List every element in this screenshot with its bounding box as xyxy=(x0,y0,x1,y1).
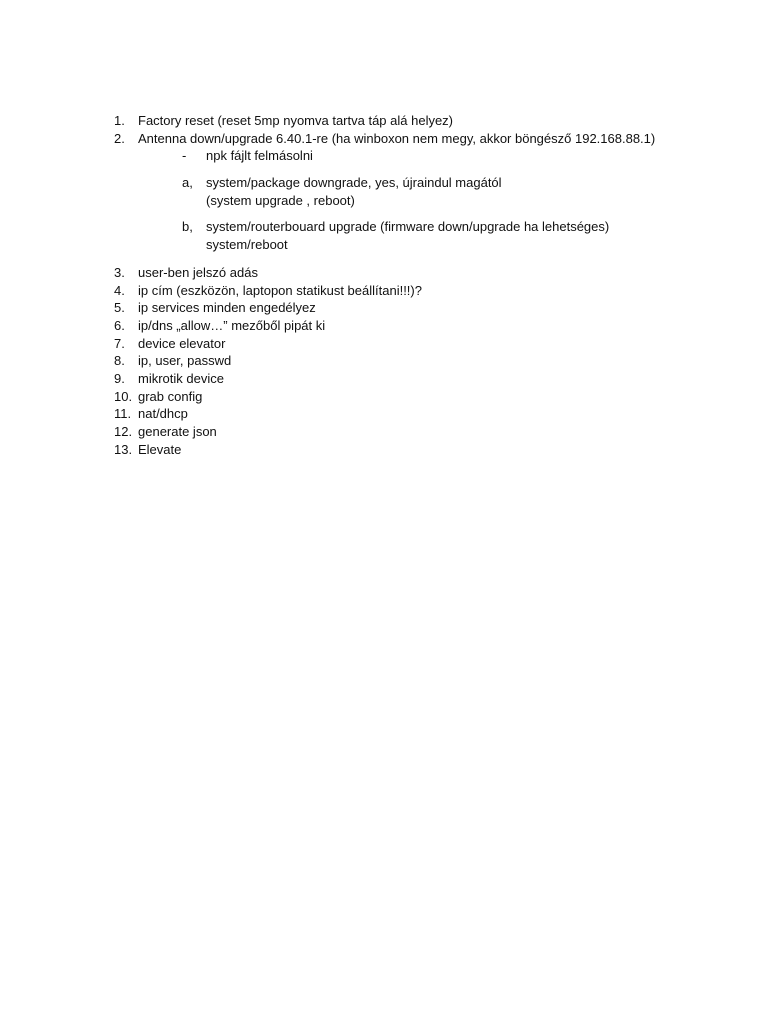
list-item-number: 13. xyxy=(114,441,133,457)
substep-marker: b, xyxy=(182,219,193,235)
list-item-number: 9. xyxy=(114,370,125,386)
list-item xyxy=(114,352,734,370)
list-item xyxy=(114,370,734,388)
list-item-text: ip, user, passwd xyxy=(138,353,232,369)
substep xyxy=(114,174,734,209)
list-item-text: ip cím (eszközön, laptopon statikust beállítani!!!)? xyxy=(138,282,422,298)
list-item-number: 4. xyxy=(114,282,125,298)
list-item-text: ip/dns „allow…” mezőből pipát ki xyxy=(138,317,326,333)
list-item xyxy=(114,317,734,335)
list-item-text: device elevator xyxy=(138,335,226,351)
list-item-text: grab config xyxy=(138,388,203,404)
substep-text: system/reboot xyxy=(206,237,288,253)
list-item-text: generate json xyxy=(138,424,217,439)
list-item-number: 7. xyxy=(114,335,125,351)
substep-marker: a, xyxy=(182,175,193,191)
list-item xyxy=(114,112,734,130)
substep-text: system/package downgrade, yes, újraindul magától xyxy=(206,175,502,191)
substep-text: (system upgrade , reboot) xyxy=(206,192,355,208)
list-item-number: 12. xyxy=(114,424,133,439)
list-item-number: 3. xyxy=(114,264,125,280)
list-item-number: 6. xyxy=(114,317,125,333)
list-item-text: Antenna down/upgrade 6.40.1-re (ha winboxon nem megy, akkor böngésző 192.168.88.1) xyxy=(138,130,656,146)
list-item-number: 10. xyxy=(114,388,133,404)
substep xyxy=(114,218,734,253)
list-item-number: 5. xyxy=(114,300,125,316)
substep-marker: - xyxy=(182,148,187,164)
list-item xyxy=(114,423,734,441)
list-item xyxy=(114,405,734,423)
list-item-text: user-ben jelszó adás xyxy=(138,264,258,280)
substep xyxy=(114,147,734,165)
list-item-text: Factory reset (reset 5mp nyomva tartva táp alá helyez) xyxy=(138,113,454,128)
steps-list xyxy=(114,112,734,458)
list-item xyxy=(114,441,734,459)
list-item-text: ip services minden engedélyez xyxy=(138,300,316,316)
list-item-text: Elevate xyxy=(138,441,182,457)
list-item-number: 11. xyxy=(114,406,132,422)
substep-text: system/routerbouard upgrade (firmware down/upgrade ha lehetséges) xyxy=(206,219,610,235)
list-item-number: 8. xyxy=(114,353,125,369)
list-item xyxy=(114,388,734,406)
list-item-number: 1. xyxy=(114,113,125,128)
list-item-number: 2. xyxy=(114,130,125,146)
list-item xyxy=(114,282,734,300)
list-item xyxy=(114,264,734,282)
substep-text: npk fájlt felmásolni xyxy=(206,148,313,164)
list-item-text: nat/dhcp xyxy=(138,406,188,422)
list-item xyxy=(114,299,734,317)
list-item xyxy=(114,335,734,353)
list-item xyxy=(114,130,734,148)
list-item-text: mikrotik device xyxy=(138,370,224,386)
